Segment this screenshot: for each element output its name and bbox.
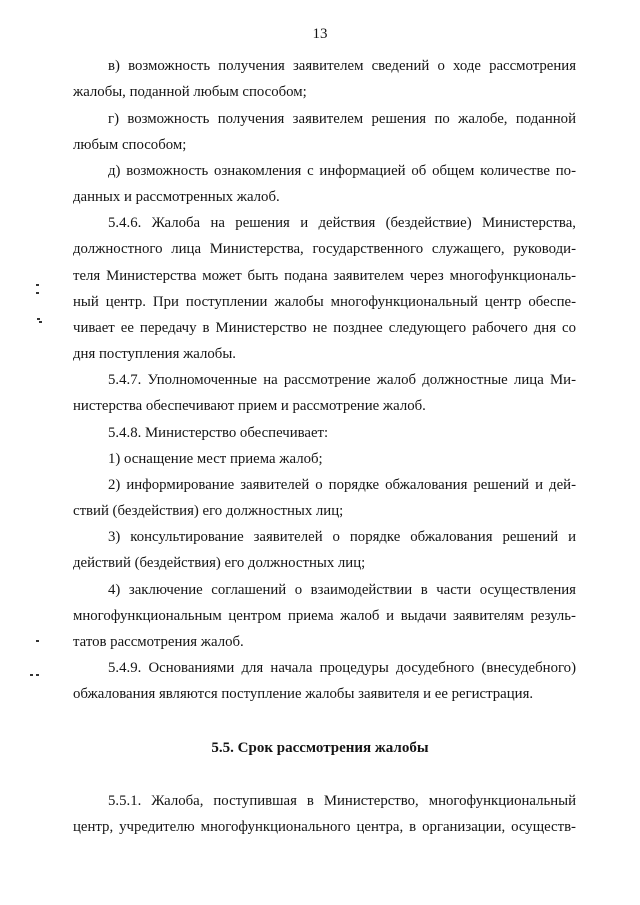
- text-line: 5.4.8. Министерство обеспечивает:: [108, 425, 329, 441]
- text-line: дня поступления жалобы.: [73, 346, 236, 362]
- text-line: 3) консультирование заявителей о порядке обжалования решений и: [108, 529, 576, 545]
- text-line: обжалования являются поступление жалобы заявителя и ее регистрация.: [73, 686, 534, 702]
- scan-speck: [39, 321, 42, 323]
- text-line: жалобы, поданной любым способом;: [73, 84, 307, 100]
- text-line: центр, учредителю многофункционального центра, в организации, осуществ-: [73, 819, 576, 835]
- text-line: 5.4.9. Основаниями для начала процедуры досудебного (внесудебного): [108, 660, 576, 676]
- text-line: ствий (бездействия) его должностных лиц;: [73, 503, 344, 519]
- text-line: 4) заключение соглашений о взаимодействии в части осуществления: [108, 582, 576, 598]
- text-line: многофункциональным центром приема жалоб и выдачи заявителям резуль-: [73, 608, 576, 624]
- text-line: данных и рассмотренных жалоб.: [73, 189, 280, 205]
- text-line: теля Министерства может быть подана заявителем через многофункциональ-: [73, 268, 576, 284]
- scan-speck: [37, 318, 40, 320]
- page-number: 13: [312, 26, 328, 42]
- text-line: ный центр. При поступлении жалобы многофункциональный центр обеспе-: [73, 294, 576, 310]
- text-line: 5.5.1. Жалоба, поступившая в Министерство, многофункциональный: [108, 793, 576, 809]
- text-line: чивает ее передачу в Министерство не позднее следующего рабочего дня со: [73, 320, 576, 336]
- text-line: 2) информирование заявителей о порядке обжалования решений и дей-: [108, 477, 576, 493]
- text-line: нистерства обеспечивают прием и рассмотрение жалоб.: [73, 398, 426, 414]
- text-line: 1) оснащение мест приема жалоб;: [108, 451, 323, 467]
- text-line: в) возможность получения заявителем сведений о ходе рассмотрения: [108, 58, 576, 74]
- text-line: г) возможность получения заявителем решения по жалобе, поданной: [108, 111, 576, 127]
- scan-speck: [30, 674, 33, 676]
- text-line: д) возможность ознакомления с информацией об общем количестве по-: [108, 163, 576, 179]
- scan-speck: [36, 674, 39, 676]
- text-line: 5.4.7. Уполномоченные на рассмотрение жалоб должностные лица Ми-: [108, 372, 576, 388]
- scan-speck: [36, 640, 39, 642]
- text-line: 5.4.6. Жалоба на решения и действия (бездействие) Министерства,: [108, 215, 576, 231]
- scan-speck: [36, 284, 39, 286]
- text-line: действий (бездействия) его должностных лиц;: [73, 555, 366, 571]
- section-heading: 5.5. Срок рассмотрения жалобы: [211, 740, 429, 756]
- text-line: любым способом;: [73, 137, 187, 153]
- text-line: татов рассмотрения жалоб.: [73, 634, 244, 650]
- text-line: должностного лица Министерства, государственного служащего, руководи-: [73, 241, 576, 257]
- scan-speck: [36, 292, 39, 294]
